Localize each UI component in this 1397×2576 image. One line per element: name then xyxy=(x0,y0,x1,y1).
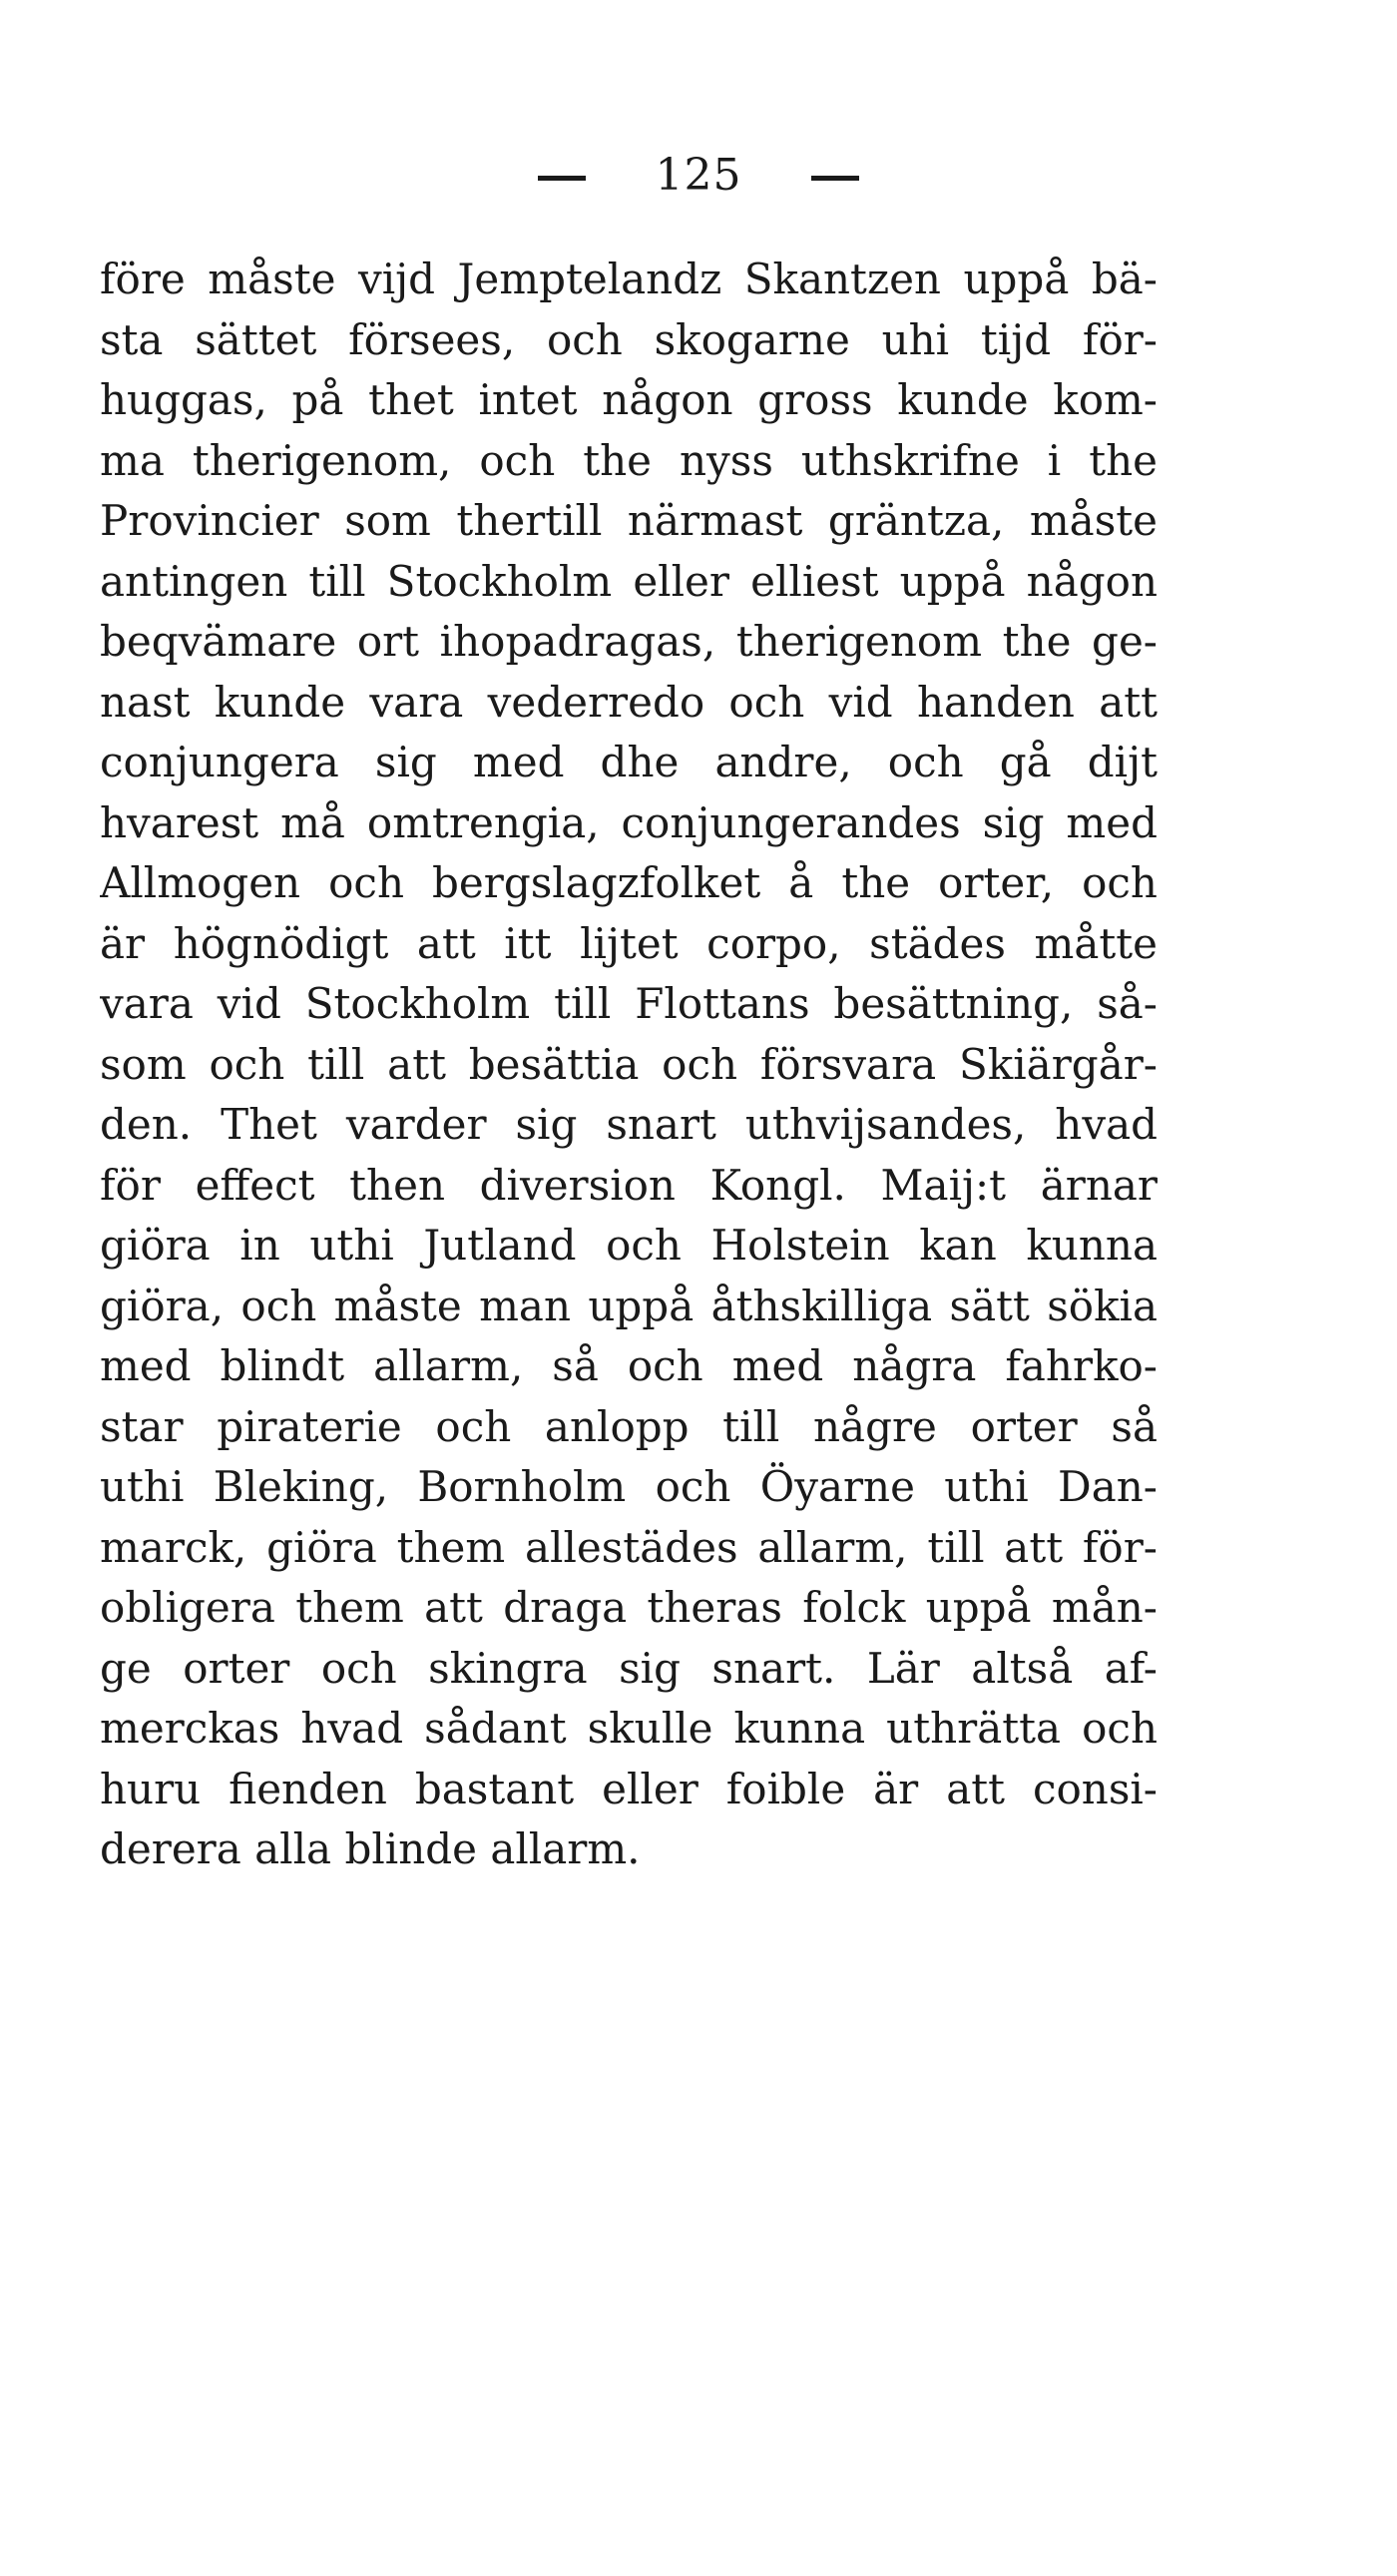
right-dash-ornament xyxy=(811,176,859,181)
text-line: obligera them att draga theras folck uppå mån- xyxy=(100,1583,1158,1632)
text-line: den. Thet varder sig snart uthvijsandes, hvad xyxy=(100,1100,1158,1149)
text-line: ge orter och skingra sig snart. Lär altså af- xyxy=(100,1643,1158,1693)
text-line: derera alla blinde allarm. xyxy=(100,1824,641,1873)
left-dash-ornament xyxy=(538,176,586,181)
text-line: Provincier som thertill närmast gräntza, måste xyxy=(100,496,1158,545)
text-line: beqvämare ort ihopadragas, therigenom the ge- xyxy=(100,617,1158,666)
text-line: giöra, och måste man uppå åthskilliga sätt sökia xyxy=(100,1281,1158,1330)
text-line: huru fienden bastant eller foible är att consi- xyxy=(100,1764,1158,1813)
text-line: vara vid Stockholm till Flottans besättning, så- xyxy=(100,979,1158,1028)
text-line: huggas, på thet intet någon gross kunde kom- xyxy=(100,375,1158,424)
text-line: hvarest må omtrengia, conjungerandes sig med xyxy=(100,797,1158,847)
text-line: för effect then diversion Kongl. Maij:t ärnar xyxy=(100,1160,1158,1210)
text-line: conjungera sig med dhe andre, och gå dijt xyxy=(100,738,1158,786)
text-line: nast kunde vara vederredo och vid handen att xyxy=(100,677,1158,727)
page-header xyxy=(0,150,1397,201)
text-line: uthi Bleking, Bornholm och Öyarne uthi Dan- xyxy=(100,1462,1158,1511)
text-line: marck, giöra them allestädes allarm, till att för- xyxy=(100,1522,1158,1572)
text-line: är högnödigt att itt lijtet corpo, städes måtte xyxy=(100,918,1158,968)
text-line: med blindt allarm, så och med några fahrko- xyxy=(100,1341,1158,1390)
text-line: sta sättet försees, och skogarne uhi tijd för- xyxy=(100,314,1158,364)
text-line: före måste vijd Jemptelandz Skantzen uppå bä- xyxy=(100,255,1158,303)
text-line: antingen till Stockholm eller elliest uppå någon xyxy=(100,556,1158,606)
text-line: som och till att besättia och försvara Skiärgår- xyxy=(100,1039,1158,1089)
text-line: giöra in uthi Jutland och Holstein kan kunna xyxy=(100,1221,1158,1270)
text-line: star piraterie och anlopp till någre orter så xyxy=(100,1401,1158,1451)
page-number: 125 xyxy=(655,150,742,201)
text-line: Allmogen och bergslagzfolket å the orter, och xyxy=(100,858,1158,907)
text-line: merckas hvad sådant skulle kunna uthrätta och xyxy=(100,1704,1158,1753)
body-text xyxy=(100,250,1158,1880)
text-line: ma therigenom, och the nyss uthskrifne i the xyxy=(100,435,1158,485)
